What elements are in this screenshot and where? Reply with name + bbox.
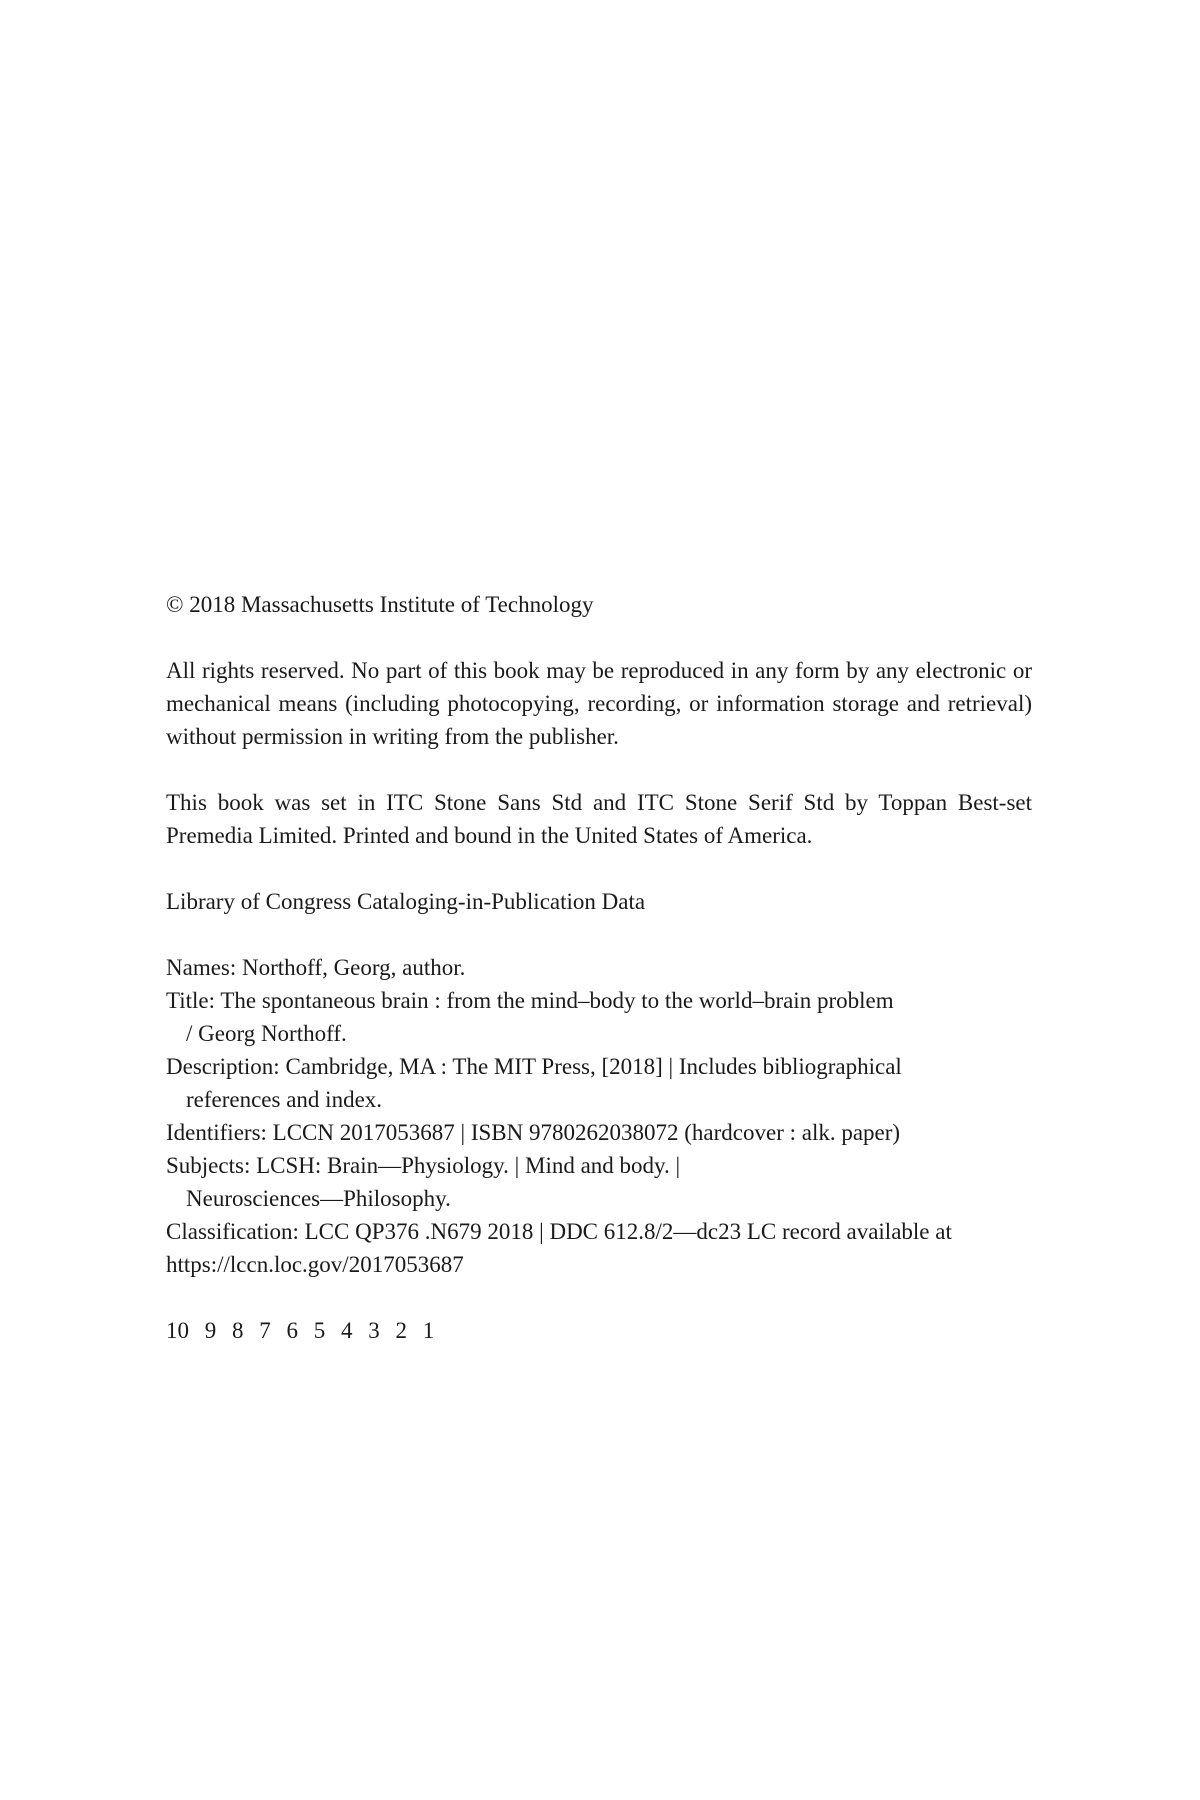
printing-line: 10 9 8 7 6 5 4 3 2 1 [166, 1318, 435, 1343]
cip-heading: Library of Congress Cataloging-in-Publication Data [166, 889, 646, 914]
cip-description: Description: Cambridge, MA : The MIT Press, [2018] | Includes bibliographical [166, 1054, 902, 1079]
cip-record-url: https://lccn.loc.gov/2017053687 [166, 1252, 464, 1277]
cip-classification: Classification: LCC QP376 .N679 2018 | DDC 612.8/2—dc23 LC record available at [166, 1219, 952, 1244]
copyright-block [166, 588, 1032, 1347]
cip-subjects-continuation: Neurosciences—Philosophy. [186, 1186, 451, 1211]
cip-names: Names: Northoff, Georg, author. [166, 955, 466, 980]
cip-identifiers: Identifiers: LCCN 2017053687 | ISBN 9780262038072 (hardcover : alk. paper) [166, 1120, 901, 1145]
typesetting-statement: This book was set in ITC Stone Sans Std and ITC Stone Serif Std by Toppan Best-set Premedia Limited. Printed and bound in the United States of America. [166, 790, 1032, 848]
copyright-notice: © 2018 Massachusetts Institute of Technology [166, 592, 594, 617]
cip-title-continuation: / Georg Northoff. [186, 1021, 347, 1046]
cip-data [166, 951, 1032, 1281]
rights-statement: All rights reserved. No part of this book may be reproduced in any form by any electronic or mechanical means (including photocopying, recording, or information storage and retrieval) without permission in writing from the publisher. [166, 658, 1032, 749]
cip-title: Title: The spontaneous brain : from the mind–body to the world–brain problem [166, 988, 894, 1013]
cip-subjects: Subjects: LCSH: Brain—Physiology. | Mind and body. | [166, 1153, 681, 1178]
cip-description-continuation: references and index. [186, 1087, 383, 1112]
